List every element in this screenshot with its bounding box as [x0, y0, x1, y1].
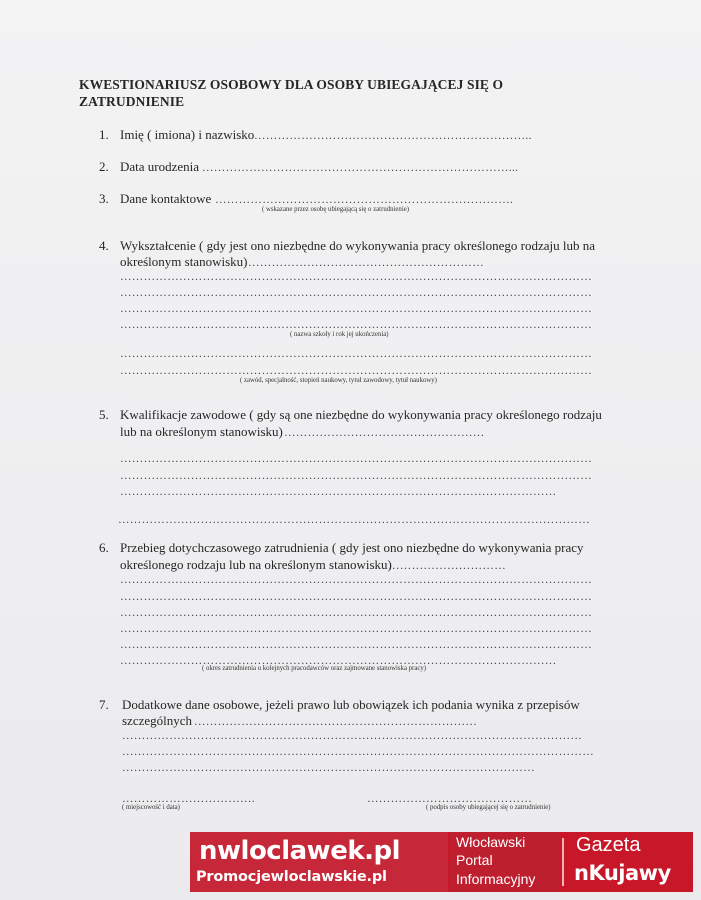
- item-number: 2.: [99, 159, 109, 174]
- item-label: szczególnych: [122, 713, 193, 728]
- field-caption: ( nazwa szkoły i rok jej ukończenia): [290, 331, 389, 338]
- watermark-portal-block: [450, 832, 560, 892]
- signature-line: ……………………………………: [367, 793, 533, 805]
- watermark-banner: [190, 832, 693, 892]
- watermark-gazeta-label: Gazeta: [576, 834, 641, 856]
- fill-line: …………………………………………………………………………………………………………: [120, 271, 592, 283]
- item-number: 3.: [99, 191, 109, 206]
- item-number: 4.: [99, 238, 109, 253]
- signature-place-date-line: …………………………….: [122, 793, 255, 805]
- item-label: Dodatkowe dane osobowe, jeżeli prawo lub obowiązek ich podania wynika z przepisów: [122, 697, 580, 712]
- fill-line: …………………………………………………………………………………………………………: [120, 365, 592, 377]
- item-label: Imię ( imiona) i nazwisko: [120, 127, 255, 142]
- item-label: Data urodzenia: [120, 159, 200, 174]
- watermark-promo-site: Promocjewloclawskie.pl: [196, 869, 387, 885]
- fill-line: …………………………………………………………………………………………………………: [120, 591, 592, 603]
- watermark-gazeta-block: [568, 832, 693, 892]
- item-label: Przebieg dotychczasowego zatrudnienia ( gdy jest ono niezbędne do wykonywania pracy: [120, 540, 584, 555]
- fill-line: ………………………………………………………………: [194, 716, 478, 728]
- item-label: Kwalifikacje zawodowe ( gdy są one niezbędne do wykonywania pracy określonego rodzaju: [120, 407, 602, 422]
- fill-line: …………………………………………………………………………………………………………: [120, 453, 592, 465]
- watermark-divider: [562, 838, 564, 886]
- fill-line: ………………………………………………………………………………………………………: [122, 730, 583, 742]
- fill-line: ……………………………………………………………………………………………: [122, 762, 535, 774]
- form-title-line2: ZATRUDNIENIE: [79, 94, 185, 109]
- fill-line: …………………………………………………………………………………………………………: [118, 514, 590, 526]
- item-number: 5.: [99, 407, 109, 422]
- watermark-portal-line2: Portal: [456, 852, 493, 868]
- fill-line: ……………………………………………………: [248, 257, 484, 269]
- watermark-nkujawy-label: nKujawy: [574, 861, 671, 885]
- fill-line: …………………………………………………………………………………………………………: [120, 319, 592, 331]
- item-number: 1.: [99, 127, 109, 142]
- item-label: Wykształcenie ( gdy jest ono niezbędne do wykonywania pracy określonego rodzaju lub na: [120, 238, 596, 253]
- fill-line: …………………………………………………………………………………………………………: [120, 574, 592, 586]
- item-label: określonym stanowisku): [120, 254, 248, 269]
- fill-line: …………………………………………………………………………………………………: [120, 655, 557, 667]
- field-caption: ( zawód, specjalność, stopień naukowy, tytuł zawodowy, tytuł naukowy): [240, 377, 437, 384]
- field-caption: ( okres zatrudnienia u kolejnych pracodawców oraz zajmowane stanowiska pracy): [202, 665, 427, 672]
- signature-caption: ( podpis osoby ubiegającej się o zatrudnienie): [426, 804, 551, 811]
- watermark-portal-line1: Włocławski: [456, 834, 526, 850]
- item-label: Dane kontaktowe: [120, 191, 212, 206]
- watermark-logo-block: [190, 832, 448, 892]
- fill-line: …………………………………………………………………………………………………………: [120, 639, 592, 651]
- fill-line: ……………………………………………………………..: [254, 130, 532, 142]
- fill-line: …………………………………………………………………………………………………………: [120, 348, 592, 360]
- fill-line: …………………………: [388, 560, 506, 572]
- fill-line: …………………………………………………………………………………………………: [120, 486, 557, 498]
- fill-line: ……………………………………………………………………...: [202, 162, 519, 174]
- fill-line: …………………………………………………………………………………………………………: [122, 746, 594, 758]
- item-number: 6.: [99, 540, 109, 555]
- fill-line: ………………………………………………………………….: [215, 194, 514, 206]
- item-number: 7.: [99, 697, 109, 712]
- fill-line: ……………………………………………: [284, 427, 485, 439]
- form-title-line1: KWESTIONARIUSZ OSOBOWY DLA OSOBY UBIEGAJĄCEJ SIĘ O: [79, 77, 504, 92]
- fill-line: …………………………………………………………………………………………………………: [120, 287, 592, 299]
- field-caption: ( wskazane przez osobę ubiegającą się o zatrudnienie): [262, 206, 410, 213]
- signature-place-date-caption: ( miejscowość i data): [122, 804, 180, 811]
- item-label: określonego rodzaju lub na określonym stanowisku): [120, 557, 392, 572]
- fill-line: …………………………………………………………………………………………………………: [120, 303, 592, 315]
- fill-line: …………………………………………………………………………………………………………: [120, 623, 592, 635]
- item-label: lub na określonym stanowisku): [120, 424, 283, 439]
- fill-line: …………………………………………………………………………………………………………: [120, 607, 592, 619]
- watermark-portal-line3: Informacyjny: [456, 871, 536, 887]
- watermark-site-name: nwloclawek.pl: [199, 836, 401, 866]
- fill-line: …………………………………………………………………………………………………………: [120, 470, 592, 482]
